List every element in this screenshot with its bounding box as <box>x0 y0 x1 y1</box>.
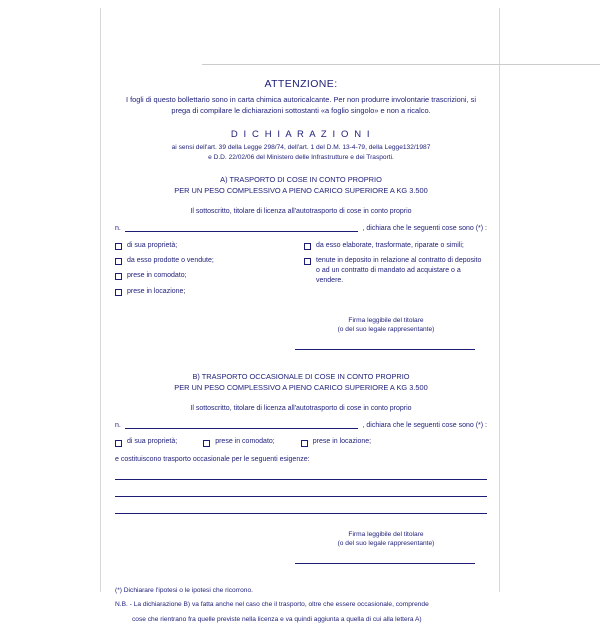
checkbox-item[interactable] <box>301 438 371 447</box>
checkbox-label: prese in locazione; <box>127 287 186 295</box>
attention-title: ATTENZIONE: <box>264 78 338 90</box>
section-b-signature-line1: Firma leggibile del titolare <box>348 530 424 538</box>
checkbox-item[interactable] <box>115 271 298 281</box>
checkbox-label: da esso elaborate, trasformate, riparate o simili; <box>316 241 464 249</box>
section-b-subscriber-line: Il sottoscritto, titolare di licenza all'autotrasporto di cose in conto proprio <box>190 404 412 412</box>
checkbox-label: tenute in deposito in relazione al contratto di deposito o ad un contratto di mandato ad acquistare o a vendere. <box>316 257 482 284</box>
section-a-title-line2: PER UN PESO COMPLESSIVO A PIENO CARICO SUPERIORE A KG 3.500 <box>174 185 428 195</box>
checkbox-icon[interactable] <box>115 440 122 447</box>
section-b-title-line2: PER UN PESO COMPLESSIVO A PIENO CARICO SUPERIORE A KG 3.500 <box>174 383 428 393</box>
section-b-license-row <box>115 421 487 429</box>
checkbox-item[interactable] <box>304 256 487 285</box>
section-b-n-input[interactable] <box>125 421 359 429</box>
section-a-checkbox-column-left <box>115 241 298 302</box>
checkbox-label: prese in comodato; <box>127 272 187 280</box>
checkbox-label: prese in locazione; <box>312 437 372 445</box>
checkbox-icon[interactable] <box>203 440 210 447</box>
checkbox-item[interactable] <box>304 241 487 251</box>
checkbox-item[interactable] <box>115 241 298 251</box>
section-a-n-label: n. <box>115 224 121 232</box>
declarations-title: D I C H I A R A Z I O N I <box>230 129 372 141</box>
checkbox-item[interactable] <box>115 287 298 297</box>
declarations-reference-line2: e D.D. 22/02/06 del Ministero delle Infrastrutture e dei Trasporti. <box>208 154 394 162</box>
section-b-blank-line[interactable] <box>115 478 487 480</box>
perforation-line <box>202 64 600 65</box>
section-b-signature-line2: (o del suo legale rappresentante) <box>337 540 435 548</box>
section-a-n-tail: , dichiara che le seguenti cose sono (*) : <box>362 224 487 232</box>
section-a-title-line1: A) TRASPORTO DI COSE IN CONTO PROPRIO <box>220 175 382 185</box>
section-a-checkbox-column-right <box>298 241 487 302</box>
section-a-n-input[interactable] <box>125 224 359 232</box>
checkbox-item[interactable] <box>115 438 177 447</box>
paper-sheet <box>100 8 500 623</box>
checkbox-icon[interactable] <box>115 289 122 296</box>
page-left-margin <box>0 0 100 600</box>
checkbox-item[interactable] <box>203 438 275 447</box>
section-b-blank-line[interactable] <box>115 495 487 497</box>
section-b-n-tail: , dichiara che le seguenti cose sono (*) : <box>362 421 487 429</box>
section-b-title-line1: B) TRASPORTO OCCASIONALE DI COSE IN CONTO PROPRIO <box>192 372 410 382</box>
attention-body: I fogli di questo bollettario sono in carta chimica autoricalcante. Per non produrre involontarie trascrizioni, si prega di compilare le dichiarazioni sottostanti «a foglio singolo» e non a ricalco. <box>125 95 476 115</box>
section-a-signature-block <box>285 316 487 334</box>
checkbox-icon[interactable] <box>304 243 311 250</box>
declarations-reference-line1: ai sensi dell'art. 39 della Legge 298/74, dell'art. 1 del D.M. 13-4-79, della Legge132/1987 <box>171 144 431 152</box>
footnote-star: (*) Dichiarare l'ipotesi o le ipotesi che ricorrono. <box>115 587 253 595</box>
section-a-license-row <box>115 224 487 232</box>
section-b-signature-rule[interactable] <box>295 562 475 564</box>
section-b-checkbox-row <box>115 438 487 447</box>
checkbox-label: da esso prodotte o vendute; <box>127 257 214 265</box>
checkbox-icon[interactable] <box>304 258 311 265</box>
section-a-signature-line1: Firma leggibile del titolare <box>348 316 424 324</box>
section-a-signature-line2: (o del suo legale rappresentante) <box>337 326 435 334</box>
page-right-margin <box>501 0 601 600</box>
footnote-nb-line1: N.B. - La dichiarazione B) va fatta anche nel caso che il trasporto, oltre che essere occasionale, comprende <box>115 601 429 609</box>
section-b-blank-line[interactable] <box>115 512 487 514</box>
section-b-signature-block <box>285 530 487 548</box>
checkbox-icon[interactable] <box>115 243 122 250</box>
checkbox-item[interactable] <box>115 256 298 266</box>
checkbox-icon[interactable] <box>301 440 308 447</box>
checkbox-label: prese in comodato; <box>215 437 275 445</box>
checkbox-icon[interactable] <box>115 258 122 265</box>
section-a-checkbox-columns <box>115 241 487 302</box>
footnotes <box>115 586 487 625</box>
section-b-occasional-text: e costituiscono trasporto occasionale per le seguenti esigenze: <box>115 455 310 463</box>
checkbox-icon[interactable] <box>115 273 122 280</box>
footnote-nb-line2: cose che rientrano fra quelle previste nella licenza e va quindi aggiunta a quella di cui alla lettera A) <box>132 615 422 623</box>
section-a-subscriber-line: Il sottoscritto, titolare di licenza all'autotrasporto di cose in conto proprio <box>190 207 412 215</box>
section-a-signature-rule[interactable] <box>295 348 475 350</box>
section-b-n-label: n. <box>115 421 121 429</box>
document-content <box>115 78 487 629</box>
checkbox-label: di sua proprietà; <box>127 437 178 445</box>
checkbox-label: di sua proprietà; <box>127 241 178 249</box>
